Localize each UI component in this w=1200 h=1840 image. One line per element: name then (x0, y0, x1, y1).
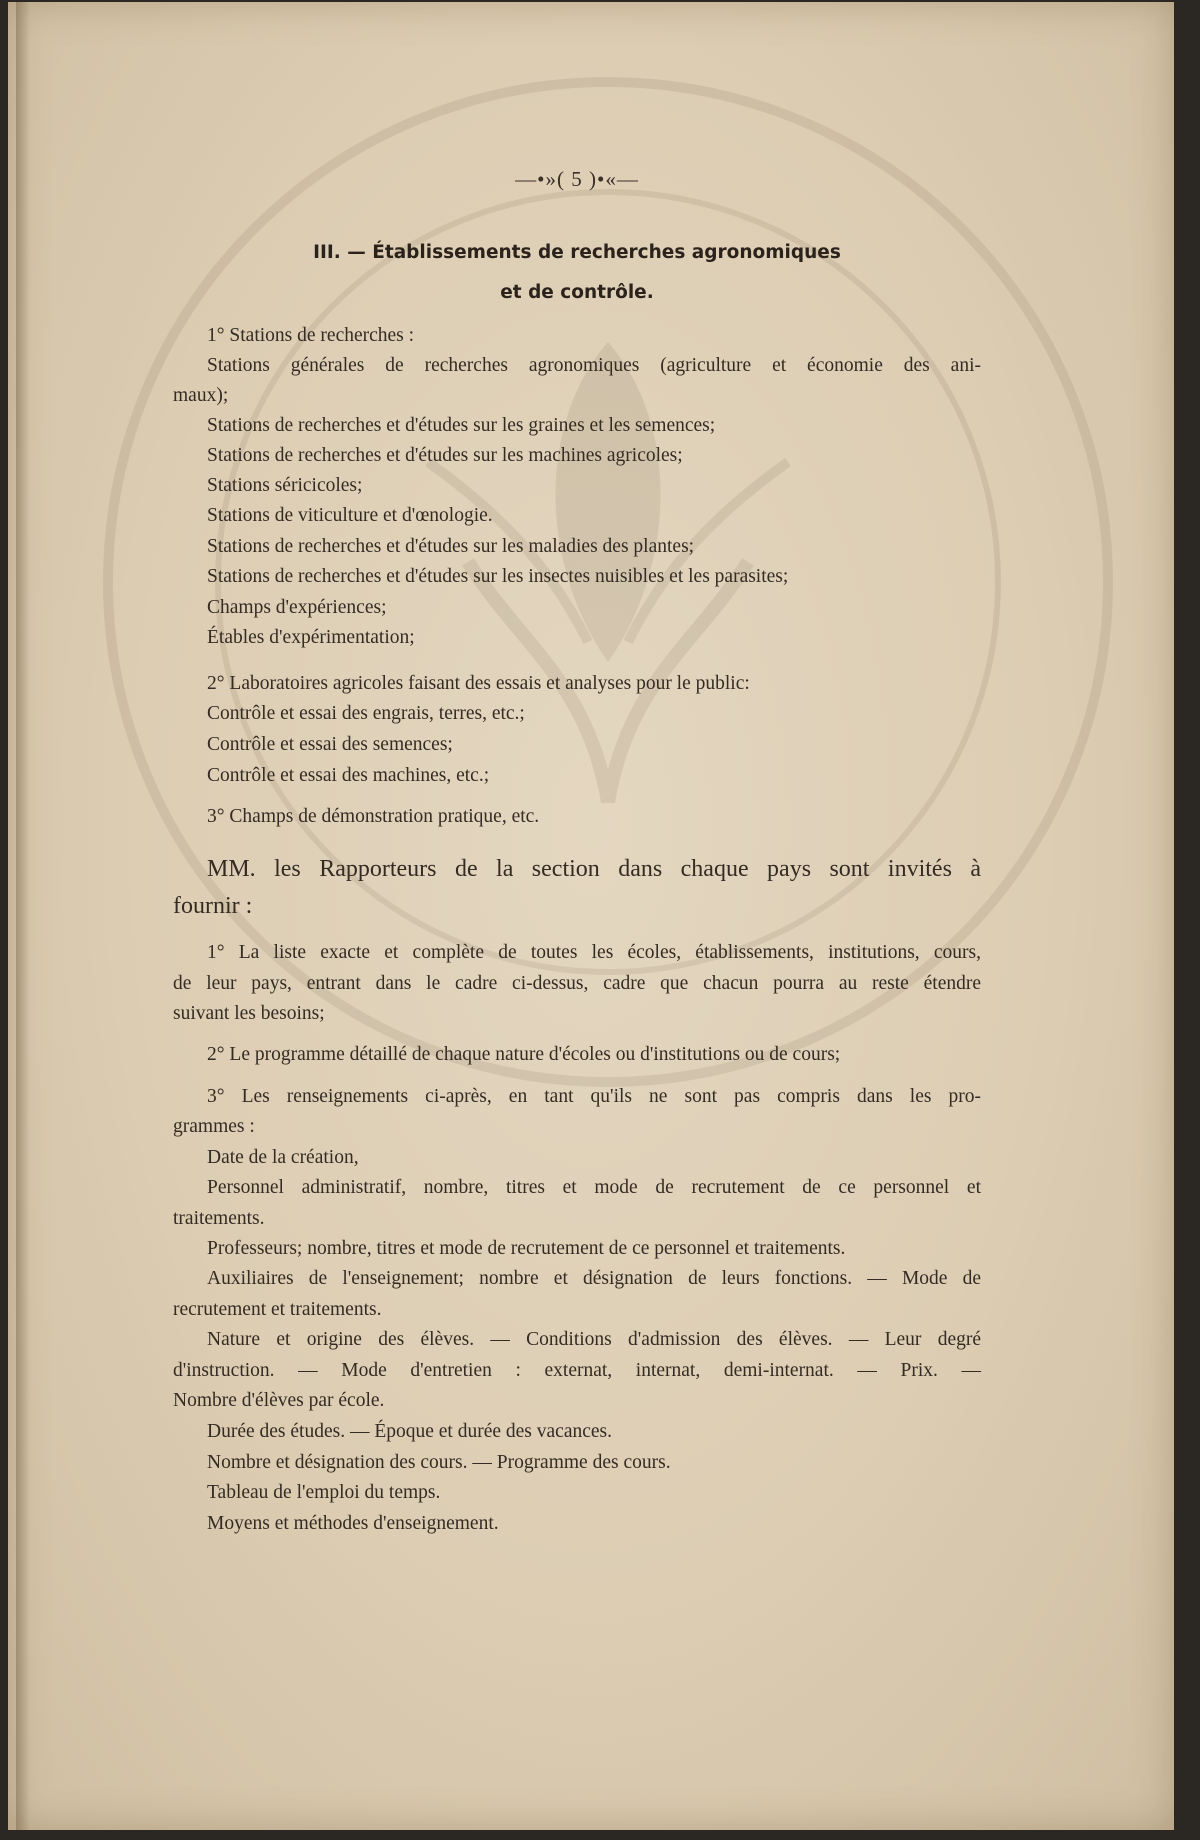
text-line: 2° Laboratoires agricoles faisant des essais et analyses pour le public: (207, 673, 750, 694)
text-line: traitements. (173, 1208, 265, 1229)
text-line: 3° Champs de démonstration pratique, etc. (207, 806, 540, 827)
text-line: grammes : (173, 1116, 255, 1137)
text-line: de leur pays, entrant dans le cadre ci-dessus, cadre que chacun pourra au reste étendre (173, 973, 981, 994)
page-number: —•»( 5 )•«— (515, 167, 639, 191)
text-line: Stations de recherches et d'études sur les insectes nuisibles et les parasites; (207, 566, 789, 587)
text-line: Nature et origine des élèves. — Conditions d'admission des élèves. — Leur degré (207, 1329, 981, 1350)
text-line: 1° La liste exacte et complète de toutes les écoles, établissements, institutions, cours, (207, 942, 981, 963)
text-line-large: MM. les Rapporteurs de la section dans chaque pays sont invités à (207, 856, 981, 882)
section-title-line-2: et de contrôle. (500, 282, 654, 303)
text-line: Personnel administratif, nombre, titres et mode de recrutement de ce personnel et (207, 1177, 981, 1198)
section-title-line-1: III. — Établissements de recherches agronomiques (313, 242, 841, 263)
text-line: 1° Stations de recherches : (207, 325, 415, 346)
text-line: recrutement et traitements. (173, 1299, 382, 1320)
text-line: Date de la création, (207, 1147, 359, 1168)
text-line: Contrôle et essai des engrais, terres, etc.; (207, 703, 525, 724)
document-page (8, 2, 1174, 1830)
text-line: Durée des études. — Époque et durée des vacances. (207, 1421, 612, 1442)
page-content (173, 2, 981, 1840)
text-line: Stations de recherches et d'études sur les machines agricoles; (207, 445, 683, 466)
text-line: maux); (173, 385, 229, 406)
text-line: Nombre d'élèves par école. (173, 1390, 385, 1411)
page-fold-shadow (16, 2, 30, 1830)
text-line: 3° Les renseignements ci-après, en tant qu'ils ne sont pas compris dans les pro- (207, 1086, 981, 1107)
text-line: suivant les besoins; (173, 1003, 325, 1024)
text-line: Stations de recherches et d'études sur les maladies des plantes; (207, 536, 695, 557)
text-line: d'instruction. — Mode d'entretien : externat, internat, demi-internat. — Prix. — (173, 1360, 981, 1381)
text-line: Stations séricicoles; (207, 475, 363, 496)
text-line-large: fournir : (173, 893, 253, 919)
text-line: Contrôle et essai des semences; (207, 734, 453, 755)
text-line: Étables d'expérimentation; (207, 627, 415, 648)
text-line: Professeurs; nombre, titres et mode de recrutement de ce personnel et traitements. (207, 1238, 846, 1259)
text-line: Champs d'expériences; (207, 597, 387, 618)
text-line: Auxiliaires de l'enseignement; nombre et désignation de leurs fonctions. — Mode de (207, 1268, 981, 1289)
text-line: Moyens et méthodes d'enseignement. (207, 1513, 499, 1534)
text-line: Tableau de l'emploi du temps. (207, 1482, 441, 1503)
text-line: Stations de viticulture et d'œnologie. (207, 505, 493, 526)
text-line: Contrôle et essai des machines, etc.; (207, 765, 490, 786)
text-line: Stations de recherches et d'études sur les graines et les semences; (207, 415, 716, 436)
text-line: Nombre et désignation des cours. — Programme des cours. (207, 1452, 671, 1473)
text-line: 2° Le programme détaillé de chaque nature d'écoles ou d'institutions ou de cours; (207, 1044, 841, 1065)
text-line: Stations générales de recherches agronomiques (agriculture et économie des ani- (207, 355, 981, 376)
